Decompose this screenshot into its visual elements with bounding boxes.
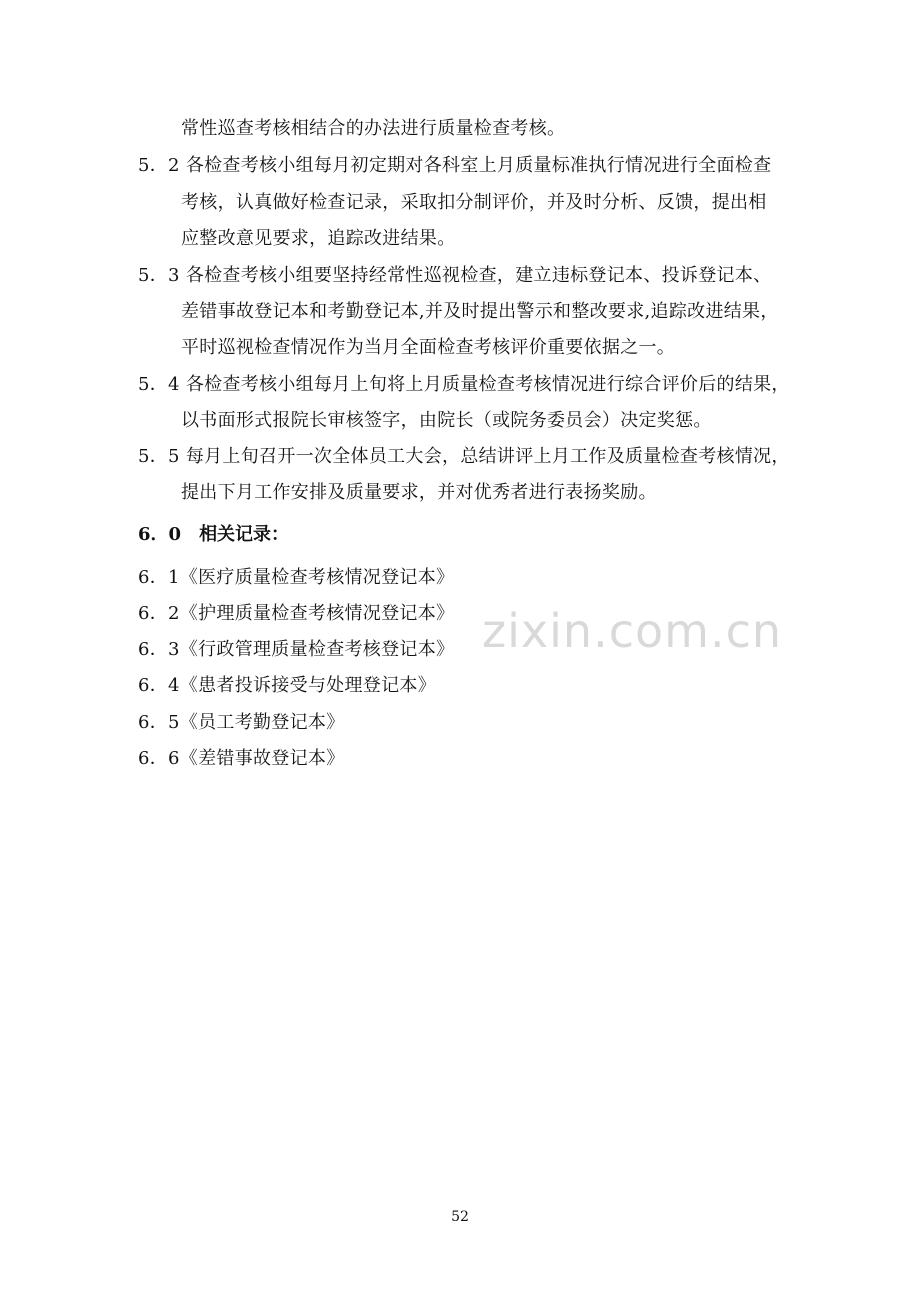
record-item: 6．3《行政管理质量检查考核登记本》 (138, 639, 455, 660)
section-5-2-line-1: 5．2 各检查考核小组每月初定期对各科室上月质量标准执行情况进行全面检查 (138, 155, 772, 176)
section-6-heading (138, 523, 289, 547)
record-item: 6．4《患者投诉接受与处理登记本》 (138, 675, 437, 696)
section-5-1-continuation: 常性巡查考核相结合的办法进行质量检查考核。 (181, 118, 566, 139)
section-5-5-line-2: 提出下月工作安排及质量要求，并对优秀者进行表扬奖励。 (181, 482, 657, 503)
watermark: zixin.com.cn (482, 604, 783, 658)
page-number: 52 (451, 1209, 469, 1225)
section-5-3-line-1: 5．3 各检查考核小组要坚持经常性巡视检查，建立违标登记本、投诉登记本、 (138, 265, 772, 286)
section-6-number: 6．0 (138, 524, 182, 545)
section-5-3-line-2: 差错事故登记本和考勤登记本,并及时提出警示和整改要求,追踪改进结果， (181, 301, 779, 322)
section-5-2-line-2: 考核，认真做好检查记录，采取扣分制评价，并及时分析、反馈，提出相 (181, 192, 767, 213)
record-item: 6．6《差错事故登记本》 (138, 748, 345, 769)
record-item: 6．5《员工考勤登记本》 (138, 712, 345, 733)
section-6-title: 相关记录： (199, 524, 290, 545)
record-item: 6．1《医疗质量检查考核情况登记本》 (138, 567, 455, 588)
section-5-3-line-3: 平时巡视检查情况作为当月全面检查考核评价重要依据之一。 (181, 337, 676, 358)
section-5-4-line-2: 以书面形式报院长审核签字，由院长（或院务委员会）决定奖惩。 (181, 410, 712, 431)
section-5-2-line-3: 应整改意见要求，追踪改进结果。 (181, 228, 456, 249)
section-5-4-line-1: 5．4 各检查考核小组每月上旬将上月质量检查考核情况进行综合评价后的结果， (138, 374, 790, 395)
section-5-5-line-1: 5．5 每月上旬召开一次全体员工大会，总结讲评上月工作及质量检查考核情况， (138, 446, 790, 467)
record-item: 6．2《护理质量检查考核情况登记本》 (138, 603, 455, 624)
